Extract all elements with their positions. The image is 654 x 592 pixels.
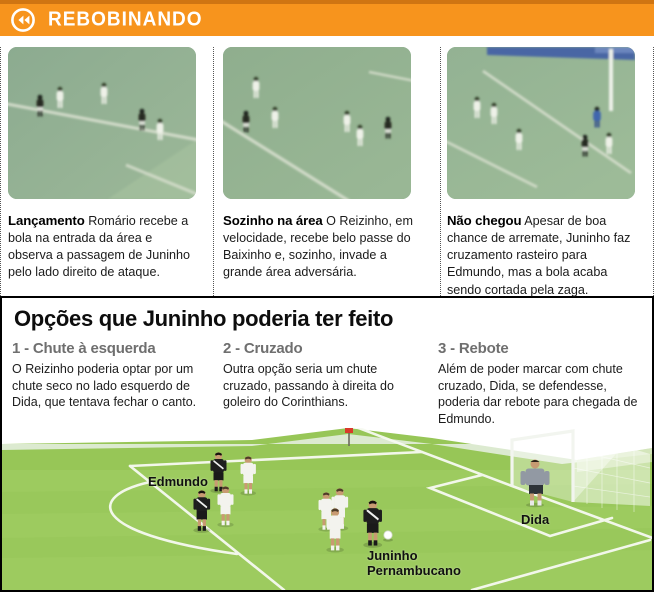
field-diagram bbox=[2, 428, 652, 590]
option-heading: 1 - Chute à esquerda bbox=[12, 340, 156, 357]
option-heading: 2 - Cruzado bbox=[223, 340, 303, 357]
caption-text: Romário recebe a bola na entrada da área e observa a passagem de Juninho pelo lado direito de ataque. bbox=[8, 214, 191, 280]
label-edmundo: Edmundo bbox=[148, 474, 208, 489]
label-dida: Dida bbox=[521, 512, 550, 527]
rewind-icon bbox=[10, 7, 36, 33]
panel-lancamento bbox=[0, 47, 214, 296]
option-text: O Reizinho poderia optar por um chute seco no lado esquerdo de Dida, que tentava fechar o canto. bbox=[12, 362, 197, 410]
sequence-panels bbox=[0, 47, 654, 296]
header-bar bbox=[0, 0, 654, 36]
option-text: Outra opção seria um chute cruzado, passando à direita do goleiro do Corinthians. bbox=[223, 362, 394, 410]
label-juninho: Juninho Pernambucano bbox=[367, 548, 461, 578]
options-title: Opções que Juninho poderia ter feito bbox=[14, 306, 394, 331]
caption-title: Sozinho na área bbox=[223, 213, 323, 228]
caption-text: Apesar de boa chance de arremate, Juninho faz cruzamento rasteiro para Edmundo, mas a bola acaba sendo cortada pela zaga. bbox=[447, 214, 631, 297]
video-still-3 bbox=[447, 47, 635, 199]
options-box bbox=[0, 296, 654, 592]
caption-sozinho bbox=[223, 212, 426, 282]
video-still-1 bbox=[8, 47, 196, 199]
caption-nao-chegou bbox=[447, 212, 639, 299]
panel-sozinho bbox=[214, 47, 441, 296]
caption-title: Não chegou bbox=[447, 213, 522, 228]
caption-title: Lançamento bbox=[8, 213, 85, 228]
option-cruzado bbox=[214, 338, 438, 428]
header-main bbox=[0, 4, 654, 36]
video-still-2 bbox=[223, 47, 411, 199]
options-row bbox=[2, 338, 652, 428]
option-rebote bbox=[438, 338, 652, 428]
caption-text: O Reizinho, em velocidade, recebe belo passe do Baixinho e, sozinho, invade a grande área adversária. bbox=[223, 214, 413, 280]
caption-lancamento bbox=[8, 212, 199, 282]
option-heading: 3 - Rebote bbox=[438, 340, 509, 357]
panel-nao-chegou bbox=[441, 47, 654, 296]
section-title: REBOBINANDO bbox=[48, 8, 203, 31]
option-text: Além de poder marcar com chute cruzado, Dida, se defendesse, poderia dar rebote para chegada de Edmundo. bbox=[438, 362, 638, 426]
option-chute-esquerda bbox=[2, 338, 214, 428]
